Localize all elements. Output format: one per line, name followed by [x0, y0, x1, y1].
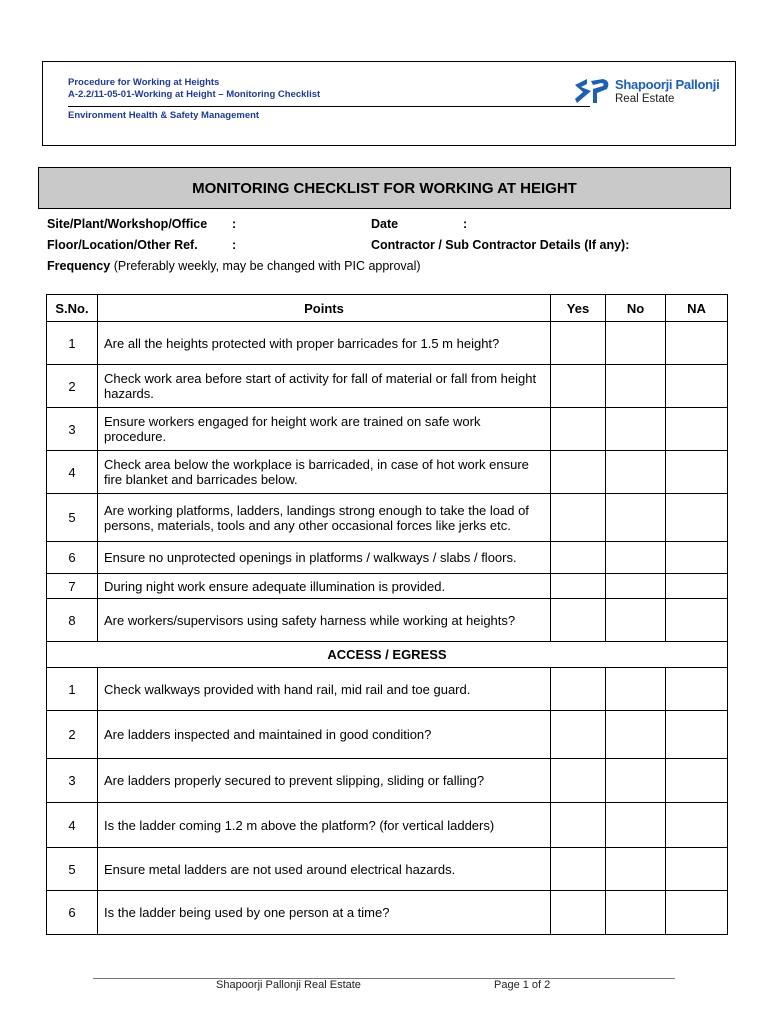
- na-cell[interactable]: [666, 668, 728, 711]
- no-cell[interactable]: [606, 848, 666, 891]
- col-header-na: NA: [666, 295, 728, 322]
- na-cell[interactable]: [666, 542, 728, 574]
- row-sno: 2: [47, 711, 98, 759]
- contractor-label: Contractor / Sub Contractor Details (If any):: [371, 238, 630, 252]
- row-sno: 1: [47, 668, 98, 711]
- no-cell[interactable]: [606, 891, 666, 935]
- row-point: Are workers/supervisors using safety harness while working at heights?: [98, 599, 551, 642]
- site-label: Site/Plant/Workshop/Office: [47, 217, 208, 231]
- table-row: [47, 408, 728, 451]
- checklist-table: [46, 294, 728, 935]
- no-cell[interactable]: [606, 451, 666, 494]
- footer-divider: [93, 978, 675, 979]
- table-row: [47, 451, 728, 494]
- table-row: [47, 542, 728, 574]
- yes-cell[interactable]: [551, 408, 606, 451]
- row-point: During night work ensure adequate illumination is provided.: [98, 574, 551, 599]
- procedure-title: Procedure for Working at Heights: [68, 77, 220, 88]
- row-sno: 4: [47, 451, 98, 494]
- na-cell[interactable]: [666, 494, 728, 542]
- row-sno: 3: [47, 408, 98, 451]
- row-point: Check work area before start of activity for fall of material or fall from height hazards.: [98, 365, 551, 408]
- row-point: Is the ladder coming 1.2 m above the platform? (for vertical ladders): [98, 803, 551, 848]
- row-sno: 2: [47, 365, 98, 408]
- yes-cell[interactable]: [551, 574, 606, 599]
- table-row: [47, 711, 728, 759]
- table-row: [47, 759, 728, 803]
- row-sno: 7: [47, 574, 98, 599]
- na-cell[interactable]: [666, 408, 728, 451]
- yes-cell[interactable]: [551, 759, 606, 803]
- section-header-row: [47, 642, 728, 668]
- col-header-sno: S.No.: [47, 295, 98, 322]
- no-cell[interactable]: [606, 668, 666, 711]
- row-point: Ensure no unprotected openings in platforms / walkways / slabs / floors.: [98, 542, 551, 574]
- na-cell[interactable]: [666, 365, 728, 408]
- table-row: [47, 322, 728, 365]
- yes-cell[interactable]: [551, 494, 606, 542]
- date-label: Date: [371, 217, 399, 231]
- floor-colon: :: [232, 238, 237, 252]
- row-point: Are all the heights protected with proper barricades for 1.5 m height?: [98, 322, 551, 365]
- yes-cell[interactable]: [551, 711, 606, 759]
- frequency-note: (Preferably weekly, may be changed with PIC approval): [113, 259, 421, 273]
- table-row: [47, 494, 728, 542]
- table-row: [47, 668, 728, 711]
- section-title-access-egress: ACCESS / EGRESS: [47, 642, 728, 668]
- logo-subtitle: Real Estate: [615, 93, 675, 105]
- footer-company: Shapoorji Pallonji Real Estate: [216, 979, 361, 991]
- na-cell[interactable]: [666, 599, 728, 642]
- no-cell[interactable]: [606, 803, 666, 848]
- yes-cell[interactable]: [551, 322, 606, 365]
- footer-page-number: Page 1 of 2: [494, 979, 551, 991]
- row-point: Are ladders properly secured to prevent slipping, sliding or falling?: [98, 759, 551, 803]
- yes-cell[interactable]: [551, 848, 606, 891]
- table-row: [47, 574, 728, 599]
- na-cell[interactable]: [666, 574, 728, 599]
- no-cell[interactable]: [606, 759, 666, 803]
- col-header-points: Points: [98, 295, 551, 322]
- frequency-line: [47, 259, 421, 273]
- no-cell[interactable]: [606, 542, 666, 574]
- table-row: [47, 365, 728, 408]
- document-code: A-2.2/11-05-01-Working at Height – Monitoring Checklist: [68, 89, 321, 100]
- row-sno: 6: [47, 891, 98, 935]
- row-point: Check area below the workplace is barricaded, in case of hot work ensure fire blanket and barricades below.: [98, 451, 551, 494]
- yes-cell[interactable]: [551, 365, 606, 408]
- table-row: [47, 891, 728, 935]
- na-cell[interactable]: [666, 848, 728, 891]
- yes-cell[interactable]: [551, 803, 606, 848]
- document-header: [42, 61, 736, 146]
- site-colon: :: [232, 217, 237, 231]
- no-cell[interactable]: [606, 599, 666, 642]
- row-sno: 3: [47, 759, 98, 803]
- na-cell[interactable]: [666, 803, 728, 848]
- no-cell[interactable]: [606, 365, 666, 408]
- no-cell[interactable]: [606, 494, 666, 542]
- row-sno: 5: [47, 494, 98, 542]
- no-cell[interactable]: [606, 408, 666, 451]
- na-cell[interactable]: [666, 759, 728, 803]
- na-cell[interactable]: [666, 322, 728, 365]
- table-row: [47, 599, 728, 642]
- checklist-title: MONITORING CHECKLIST FOR WORKING AT HEIGHT: [38, 167, 731, 209]
- department-name: Environment Health & Safety Management: [68, 110, 260, 121]
- na-cell[interactable]: [666, 711, 728, 759]
- row-sno: 1: [47, 322, 98, 365]
- yes-cell[interactable]: [551, 542, 606, 574]
- date-colon: :: [463, 217, 468, 231]
- table-row: [47, 848, 728, 891]
- row-sno: 4: [47, 803, 98, 848]
- no-cell[interactable]: [606, 322, 666, 365]
- na-cell[interactable]: [666, 451, 728, 494]
- row-sno: 5: [47, 848, 98, 891]
- col-header-no: No: [606, 295, 666, 322]
- row-point: Is the ladder being used by one person at a time?: [98, 891, 551, 935]
- company-logo: [573, 77, 733, 109]
- na-cell[interactable]: [666, 891, 728, 935]
- table-header-row: [47, 295, 728, 322]
- row-point: Check walkways provided with hand rail, mid rail and toe guard.: [98, 668, 551, 711]
- frequency-label: Frequency: [47, 259, 111, 273]
- yes-cell[interactable]: [551, 668, 606, 711]
- row-point: Ensure metal ladders are not used around electrical hazards.: [98, 848, 551, 891]
- sp-logo-icon: [573, 77, 613, 105]
- row-sno: 6: [47, 542, 98, 574]
- yes-cell[interactable]: [551, 451, 606, 494]
- row-point: Are ladders inspected and maintained in good condition?: [98, 711, 551, 759]
- floor-label: Floor/Location/Other Ref.: [47, 238, 198, 252]
- table-row: [47, 803, 728, 848]
- row-point: Ensure workers engaged for height work are trained on safe work procedure.: [98, 408, 551, 451]
- yes-cell[interactable]: [551, 599, 606, 642]
- row-point: Are working platforms, ladders, landings strong enough to take the load of persons, materials, tools and any other occasional forces like jerks etc.: [98, 494, 551, 542]
- col-header-yes: Yes: [551, 295, 606, 322]
- yes-cell[interactable]: [551, 891, 606, 935]
- logo-company-name: Shapoorji Pallonji: [615, 77, 720, 92]
- no-cell[interactable]: [606, 574, 666, 599]
- no-cell[interactable]: [606, 711, 666, 759]
- header-divider: [68, 106, 590, 107]
- row-sno: 8: [47, 599, 98, 642]
